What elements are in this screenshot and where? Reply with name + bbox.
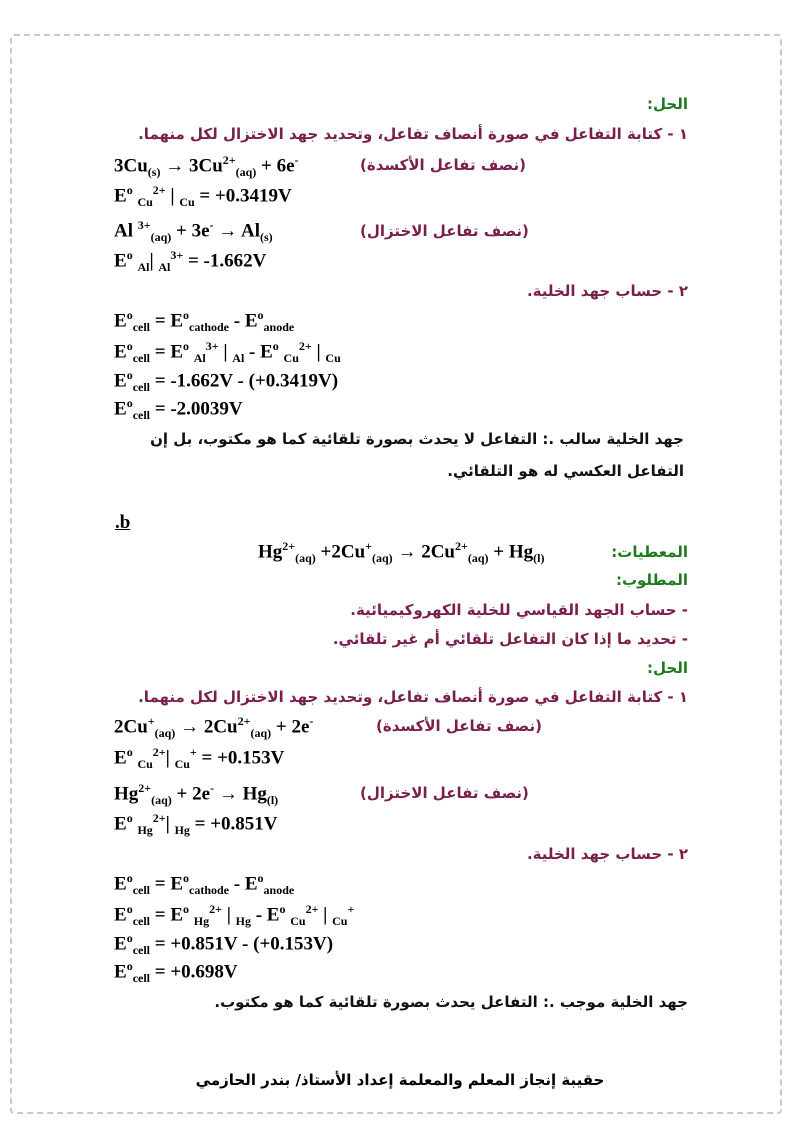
solution-label-b: الحل: [647, 659, 688, 677]
solution-label-a: الحل: [647, 95, 688, 113]
givens-label-b: المعطيات: [611, 543, 688, 561]
step1-b: ١ - كتابة التفاعل في صورة أنصاف تفاعل، وتحديد جهد الاختزال لكل منهما. [138, 688, 688, 706]
cell-values-b: $E^o_{cell} = +0.851V - (+0.153V)$ [114, 931, 334, 958]
required-item-2-b: - تحديد ما إذا كان التفاعل تلقائي أم غير تلقائي. [332, 630, 688, 648]
reduction-equation-a: Al $^{3+}_{(aq)} + 3e^- \to Al_{(s)}$ [114, 218, 273, 245]
oxidation-equation-a: $3Cu_{(s)} \to 3Cu^{2+}_{(aq)} + 6e^-$ [114, 153, 299, 180]
conclusion-line1-a: جهد الخلية سالب .: التفاعل لا يحدث بصورة تلقائية كما هو مكتوب، بل إن [150, 430, 684, 448]
potential-al-a: $E^o$ $_{Al}$| $_{Al}^{3+}$ = -1.662V [114, 248, 267, 275]
reduction-note-b: (نصف تفاعل الاختزال) [360, 784, 529, 802]
cell-result-a: $E^o_{cell} = -2.0039V$ [114, 396, 243, 423]
cell-substitution-a: $E^o_{cell} = E^o$ $_{Al}^{3+}$ | $_{Al} - E^o$ $_{Cu}^{2+}$ | $_{Cu}$ [114, 339, 341, 366]
potential-hg-b: $E^o$ $_{Hg}^{2+}$| $_{Hg}$ = +0.851V [114, 811, 278, 838]
step2-b: ٢ - حساب جهد الخلية. [526, 845, 688, 863]
cell-values-a: $E^o_{cell} = -1.662V - (+0.3419V)$ [114, 368, 339, 395]
conclusion-line2-a: التفاعل العكسي له هو التلقائي. [447, 462, 684, 480]
conclusion-b: جهد الخلية موجب .: التفاعل يحدث بصورة تلقائية كما هو مكتوب. [214, 993, 688, 1011]
oxidation-note-b: (نصف تفاعل الأكسدة) [376, 717, 542, 735]
step2-a: ٢ - حساب جهد الخلية. [526, 282, 688, 300]
potential-cu-b: $E^o$ $_{Cu}^{2+}$| $_{Cu}$+ = +0.153V [114, 745, 285, 772]
cell-substitution-b: $E^o_{cell} = E^o$ $_{Hg}^{2+}$ | $_{Hg} - E^o$ $_{Cu}^{2+}$ | $_{Cu}$+ [114, 902, 355, 929]
page-footer: حقيبة إنجاز المعلم والمعلمة إعداد الأستاذ/ بندر الحازمي [195, 1071, 605, 1089]
cell-formula-b: $E^o_{cell} = E^o_{cathode} - E^o_{anode}$ [114, 871, 295, 898]
oxidation-note-a: (نصف تفاعل الأكسدة) [360, 156, 526, 174]
reduction-equation-b: $Hg^{2+}_{(aq)} + 2e^- \to Hg_{(l)}$ [114, 781, 279, 808]
overall-reaction-b: $Hg^{2+}_{(aq)} +2Cu^+_{(aq)} \to 2Cu^{2+}_{(aq)} + Hg_{(l)}$ [258, 539, 545, 566]
required-label-b: المطلوب: [615, 571, 688, 589]
reduction-note-a: (نصف تفاعل الاختزال) [360, 222, 529, 240]
potential-cu-a: $E^o$ $_{Cu}^{2+}$ | $_{Cu}$ = +0.3419V [114, 183, 292, 210]
oxidation-equation-b: $2Cu^+_{(aq)} \to 2Cu^{2+}_{(aq)} + 2e^-$ [114, 714, 314, 741]
required-item-1-b: - حساب الجهد القياسي للخلية الكهروكيميائية. [350, 601, 688, 619]
cell-formula-a: $E^o_{cell} = E^o_{cathode} - E^o_{anode}$ [114, 308, 295, 335]
cell-result-b: $E^o_{cell} = +0.698V$ [114, 959, 238, 986]
step1-a: ١ - كتابة التفاعل في صورة أنصاف تفاعل، وتحديد جهد الاختزال لكل منهما. [138, 125, 688, 143]
section-b-heading: .b [115, 512, 131, 533]
